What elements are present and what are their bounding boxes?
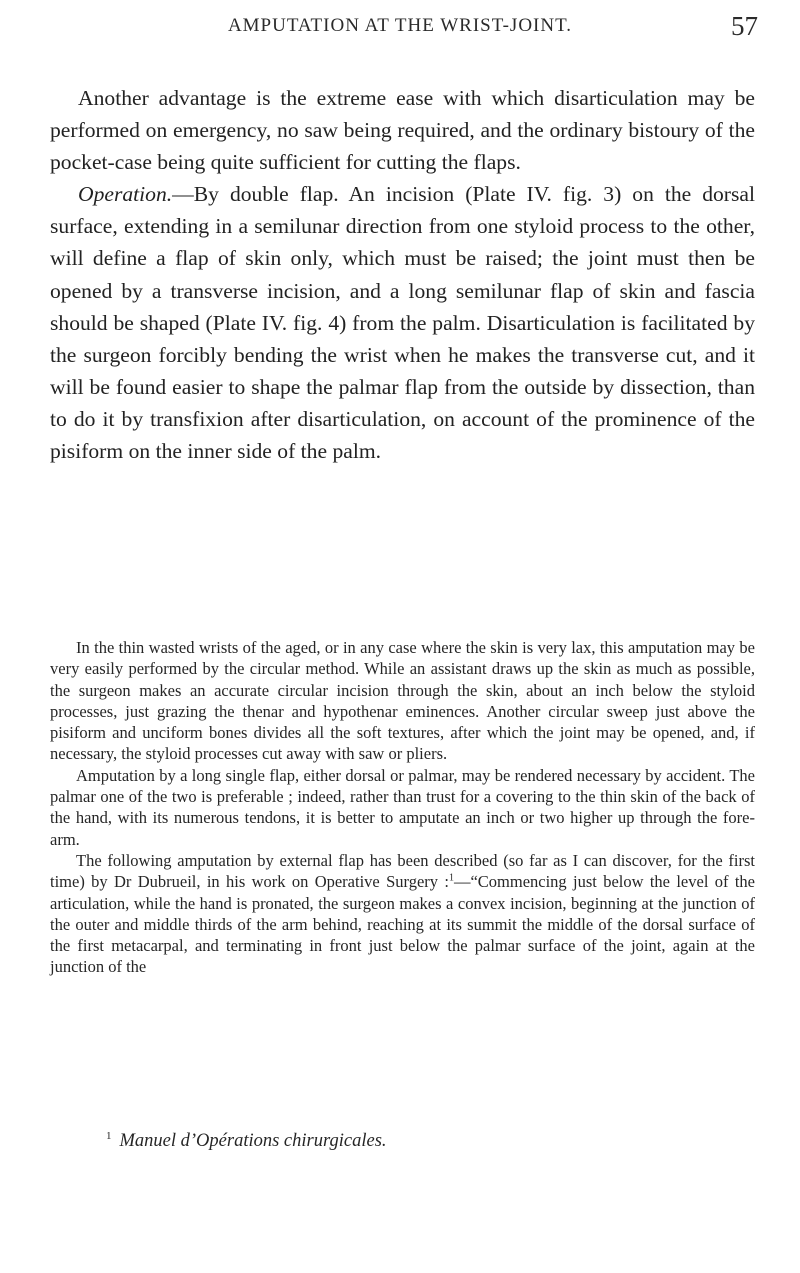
main-text: [50, 82, 755, 467]
running-head: [50, 4, 770, 48]
small-print-paragraph: [50, 850, 755, 978]
footnote-mark: 1: [106, 1129, 112, 1142]
footnote: [106, 1128, 766, 1154]
body-paragraph: [50, 178, 755, 467]
footnote-citation: Manuel d’Opérations chirurgicales.: [119, 1131, 387, 1151]
running-title: AMPUTATION AT THE WRIST-JOINT.: [227, 15, 573, 36]
small-print-section: [50, 637, 755, 978]
footnote-reference: 1: [448, 872, 454, 884]
paragraph-text: The following amputation by external flap has been described (so far as I can discover, for the first time) by Dr Dubrueil, in his work on Operative Surgery :: [50, 850, 755, 892]
small-print-paragraph: Amputation by a long single flap, either dorsal or palmar, may be rendered necessary by accident. The palmar one of the two is preferable ; indeed, rather than trust for a covering to the thin skin of the back of the hand, with its numerous tendons, it is better to amputate an inch or two higher up through the fore-arm.: [50, 765, 755, 849]
body-paragraph: Another advantage is the extreme ease with which disarticulation may be performed on emergency, no saw being required, and the ordinary bistoury of the pocket-case being quite sufficient for cutting the flaps.: [50, 86, 755, 175]
paragraph-text: —“Commencing just below the level of the articulation, while the hand is pronated, the surgeon makes a convex incision, beginning at the junction of the outer and middle thirds of the arm behind, reaching at its summit the middle of the dorsal surface of the first metacarpal, and terminating in front just below the palmar surface of the joint, again at the junction of the: [50, 872, 755, 977]
page-number: 57: [731, 11, 758, 41]
operation-description: —By double flap. An incision (Plate IV. fig. 3) on the dorsal surface, extending in a semilunar direction from one styloid process to the other, will define a flap of skin only, which must be raised; the joint must then be opened by a transverse incision, and a long semilunar flap of skin and fascia should be shaped (Plate IV. fig. 4) from the palm. Disarticulation is facilitated by the surgeon forcibly bending the wrist when he makes the transverse cut, and it will be found easier to shape the palmar flap from the outside by dissection, than to do it by transfixion after disarticulation, on account of the prominence of the pisiform on the inner side of the palm.: [50, 182, 755, 464]
section-lead-in: Operation.: [78, 182, 173, 207]
small-print-paragraph: In the thin wasted wrists of the aged, or in any case where the skin is very lax, this amputation may be very easily performed by the circular method. While an assistant draws up the skin as much as possible, the surgeon makes an accurate circular incision through the skin, about an inch below the styloid processes, just grazing the thenar and hypothenar eminences. Another circular sweep just above the pisiform and unciform bones divides all the soft textures, after which the joint may be opened, and, if necessary, the styloid processes cut away with saw or pliers.: [50, 638, 755, 764]
